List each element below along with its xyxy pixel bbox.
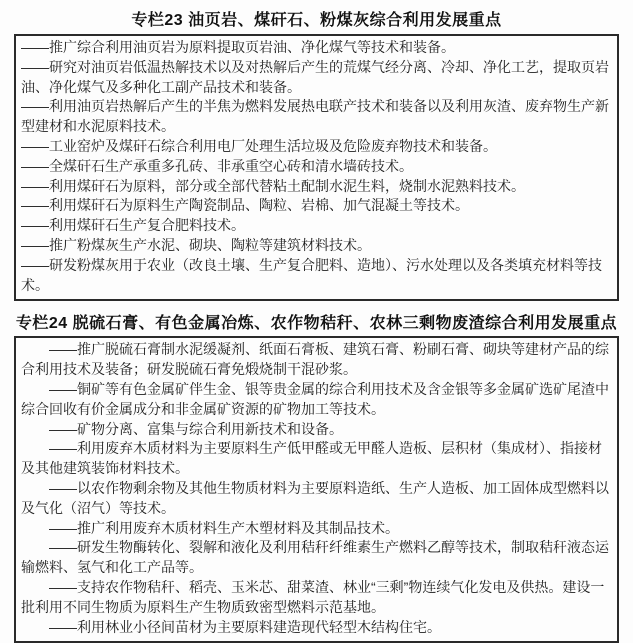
box24-content — [14, 336, 619, 643]
box23-bullet-10: ——研发粉煤灰用于农业（改良土壤、生产复合肥料、造地）、污水处理以及各类填充材料等技术。 — [21, 256, 602, 293]
box23-content — [14, 34, 619, 301]
section-box-24 — [14, 306, 619, 643]
box24-bullet-8: ——支持农作物秸秆、稻壳、玉米芯、甜菜渣、林业“三剩”物连续气化发电及供热。建设一批利用不同生物质为原料生产生物质致密型燃料示范基地。 — [21, 578, 605, 615]
box23-bullet-1: ——推广综合利用油页岩为原料提取页岩油、净化煤气等技术和装备。 — [21, 39, 455, 55]
box23-bullet-8: ——利用煤矸石生产复合肥料技术。 — [21, 217, 245, 234]
box24-bullet-2: ——铜矿等有色金属矿伴生金、银等贵金属的综合利用技术及含金银等多金属矿选矿尾渣中综合回收有价金属成分和非金属矿资源的矿物加工等技术。 — [21, 380, 609, 417]
box24-bullet-9: ——利用林业小径间苗材为主要原料建造现代轻型木结构住宅。 — [49, 618, 441, 635]
box23-bullet-9: ——推广粉煤灰生产水泥、砌块、陶粒等建筑材料技术。 — [21, 236, 371, 253]
box23-bullet-5: ——全煤矸石生产承重多孔砖、非承重空心砖和清水墙砖技术。 — [21, 157, 413, 174]
box23-bullet-2: ——研究对油页岩低温热解技术以及对热解后产生的荒煤气经分离、冷却、净化工艺，提取页岩油、净化煤气及多种化工副产品技术和装备。 — [21, 58, 609, 95]
section-box-23 — [14, 4, 619, 301]
box23-bullet-7: ——利用煤矸石为原料生产陶瓷制品、陶粒、岩棉、加气混凝土等技术。 — [21, 197, 469, 214]
box23-bullet-4: ——工业窑炉及煤矸石综合利用电厂处理生活垃圾及危险废弃物技术和装备。 — [21, 137, 497, 154]
box24-bullet-1: ——推广脱硫石膏制水泥缓凝剂、纸面石膏板、建筑石膏、粉刷石膏、砌块等建材产品的综合利用技术及装备；研发脱硫石膏免煅烧制干混砂浆。 — [21, 341, 609, 378]
box23-title: 专栏23 油页岩、煤矸石、粉煤灰综合利用发展重点 — [131, 12, 502, 29]
box24-bullet-4: ——利用废弃木质材料为主要原料生产低甲醛或无甲醛人造板、层积材（集成材）、指接材及其他建筑装饰材料技术。 — [21, 440, 602, 477]
box24-bullet-6: ——推广利用废弃木质材料生产木塑材料及其制品技术。 — [49, 519, 399, 536]
box24-bullet-7: ——研发生物酶转化、裂解和液化及利用秸秆纤维素生产燃料乙醇等技术，制取秸秆液态运输燃料、氢气和化工产品等。 — [21, 539, 609, 576]
box23-bullet-3: ——利用油页岩热解后产生的半焦为燃料发展热电联产技术和装备以及利用灰渣、废弃物生产新型建材和水泥原料技术。 — [21, 98, 609, 135]
box24-title: 专栏24 脱硫石膏、有色金属冶炼、农作物秸秆、农林三剩物废渣综合利用发展重点 — [15, 315, 618, 333]
box24-bullet-3: ——矿物分离、富集与综合利用新技术和设备。 — [49, 420, 343, 437]
box23-bullet-6: ——利用煤矸石为原料，部分或全部代替粘土配制水泥生料，烧制水泥熟料技术。 — [21, 177, 525, 194]
box24-bullet-5: ——以农作物剩余物及其他生物质材料为主要原料造纸、生产人造板、加工固体成型燃料以及气化（沼气）等技术。 — [21, 479, 609, 516]
